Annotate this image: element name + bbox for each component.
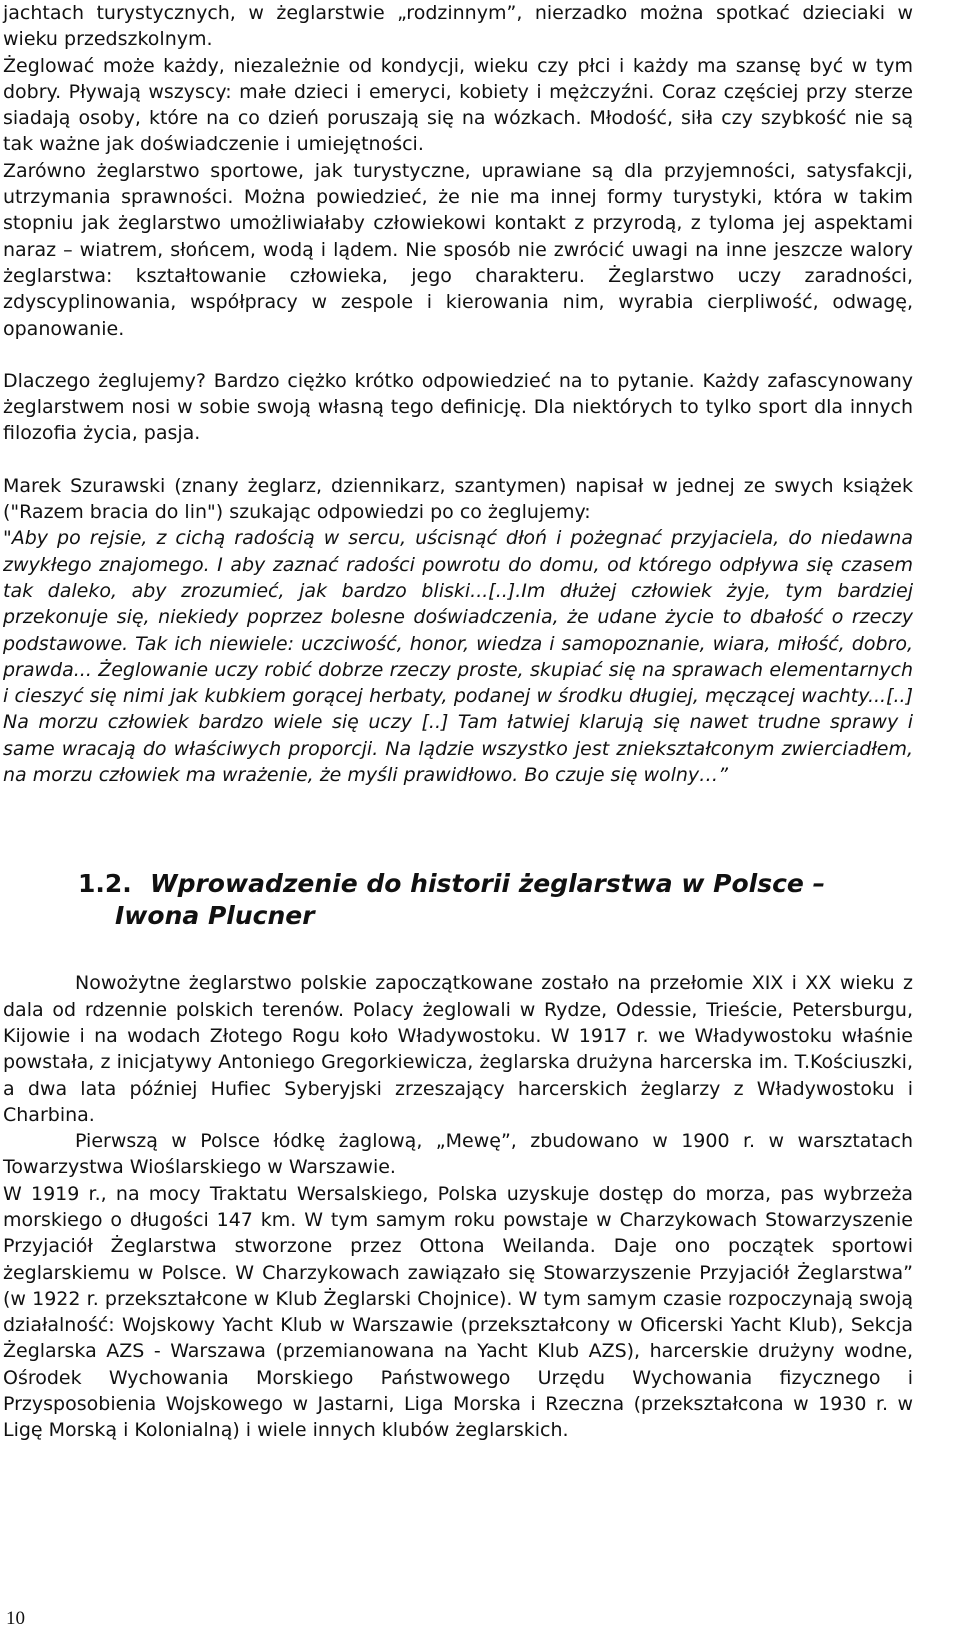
section-heading	[78, 868, 913, 932]
paragraph-why-we-sail: Dlaczego żeglujemy? Bardzo ciężko krótko odpowiedzieć na to pytanie. Każdy zafascynowany żeglarstwem nosi w sobie swoją własną tego definicję. Dla niektórych to tylko sport dla innych filozofia życia, pasja.	[3, 369, 913, 445]
section-author: Iwona Plucner	[115, 901, 315, 931]
paragraph-history-origins: Nowożytne żeglarstwo polskie zapoczątkowane zostało na przełomie XIX i XX wieku z dala od rdzennie polskich terenów. Polacy żeglowali w Rydze, Odessie, Trieście, Petersburgu, Kijowie i na wodach Złotego Rogu koło Władywostoku. W 1917 r. we Władywostoku właśnie powstała, z inicjatywy Antoniego Gregorkiewicza, żeglarska drużyna harcerska im. T.Kościuszki, a dwa lata później Hufiec Syberyjski zrzeszający harcerskich żeglarzy z Władywostoku i Charbina.	[3, 972, 913, 1126]
paragraph-everyone-can-sail: Żeglować może każdy, niezależnie od kondycji, wieku czy płci i każdy ma szansę być w tym dobry. Pływają wszyscy: małe dzieci i emeryci, kobiety i mężczyźni. Coraz częściej przy sterze siadają osoby, które na co dzień poruszają się na wózkach. Młodość, siła czy szybkość nie są tak ważne jak doświadczenie i umiejętności.	[3, 54, 913, 156]
paragraph-first-sailboat: Pierwszą w Polsce łódkę żaglową, „Mewę”, zbudowano w 1900 r. w warsztatach Towarzystwa Wioślarskiego w Warszawie.	[3, 1130, 913, 1179]
paragraph-intro-continuation: jachtach turystycznych, w żeglarstwie „rodzinnym”, nierzadko można spotkać dzieciaki w wieku przedszkolnym.	[3, 2, 913, 51]
page-number: 10	[6, 1608, 25, 1629]
quote-szurawski: "Aby po rejsie, z cichą radością w sercu, uścisnąć dłoń i pożegnać przyjaciela, do niedawna zwykłego znajomego. I aby zaznać radości powrotu do domu, od którego odpływa się czasem tak daleko, aby zrozumieć, jak bardzo bliski...[..].Im dłużej człowiek żyje, tym bardziej przekonuje się, niekiedy poprzez bolesne doświadczenia, że udane życie to dbałość o rzeczy podstawowe. Tak ich niewiele: uczciwość, honor, wiedza i samopoznanie, wiara, miłość, dobro, prawda... Żeglowanie uczy robić dobrze rzeczy proste, skupiać się na sprawach elementarnych i cieszyć się nimi jak kubkiem gorącej herbaty, podanej w środku długiej, męczącej wachty...[..] Na morzu człowiek bardzo wiele się uczy [..] Tam łatwiej klarują się nawet trudne sprawy i same wracają do właściwych proporcji. Na lądzie wszystko jest zniekształconym zwierciadłem, na morzu człowiek ma wrażenie, że myśli prawidłowo. Bo czuje się wolny…”	[3, 527, 913, 787]
paragraph-szurawski: Marek Szurawski (znany żeglarz, dziennikarz, szantymen) napisał w jednej ze swych książek ("Razem bracia do lin") szukając odpowiedzi po co żeglujemy:	[3, 474, 913, 524]
section-number: 1.2.	[78, 869, 132, 899]
paragraph-1919-access-to-sea: W 1919 r., na mocy Traktatu Wersalskiego, Polska uzyskuje dostęp do morza, pas wybrzeża morskiego o długości 147 km. W tym samym roku powstaje w Charzykowach Stowarzyszenie Przyjaciół Żeglarstwa stworzone przez Ottona Weilanda. Daje ono początek sportowi żeglarskiemu w Polsce. W Charzykowach zawiązało się Stowarzyszenie Przyjaciół Żeglarstwa” (w 1922 r. przekształcone w Klub Żeglarski Chojnice). W tym samym czasie rozpoczynają swoją działalność: Wojskowy Yacht Klub w Warszawie (przekształcony w Oficerski Yacht Klub), Sekcja Żeglarska AZS - Warszawa (przemianowana na Yacht Klub AZS), harcerskie drużyny wodne, Ośrodek Wychowania Morskiego Państwowego Urzędu Wychowania fizycznego i Przysposobienia Wojskowego w Jastarni, Liga Morska i Rzeczna (przekształcona w 1930 r. w Ligę Morską i Kolonialną) i wiele innych klubów żeglarskich.	[3, 1182, 913, 1442]
paragraph-sailing-values: Zarówno żeglarstwo sportowe, jak turystyczne, uprawiane są dla przyjemności, satysfakcji, utrzymania sprawności. Można powiedzieć, że nie ma innej formy turystyki, która w takim stopniu jak żeglarstwo umożliwiałaby człowiekowi kontakt z przyrodą, z tyloma jej aspektami naraz – wiatrem, słońcem, wodą i lądem. Nie sposób nie zwrócić uwagi na inne jeszcze walory żeglarstwa: kształtowanie człowieka, jego charakteru. Żeglarstwo uczy zaradności, zdyscyplinowania, współpracy w zespole i kierowania nim, wyrabia cierpliwość, odwagę, opanowanie.	[3, 159, 913, 340]
document-page	[3, 0, 913, 1444]
section-title: Wprowadzenie do historii żeglarstwa w Polsce –	[150, 869, 826, 899]
